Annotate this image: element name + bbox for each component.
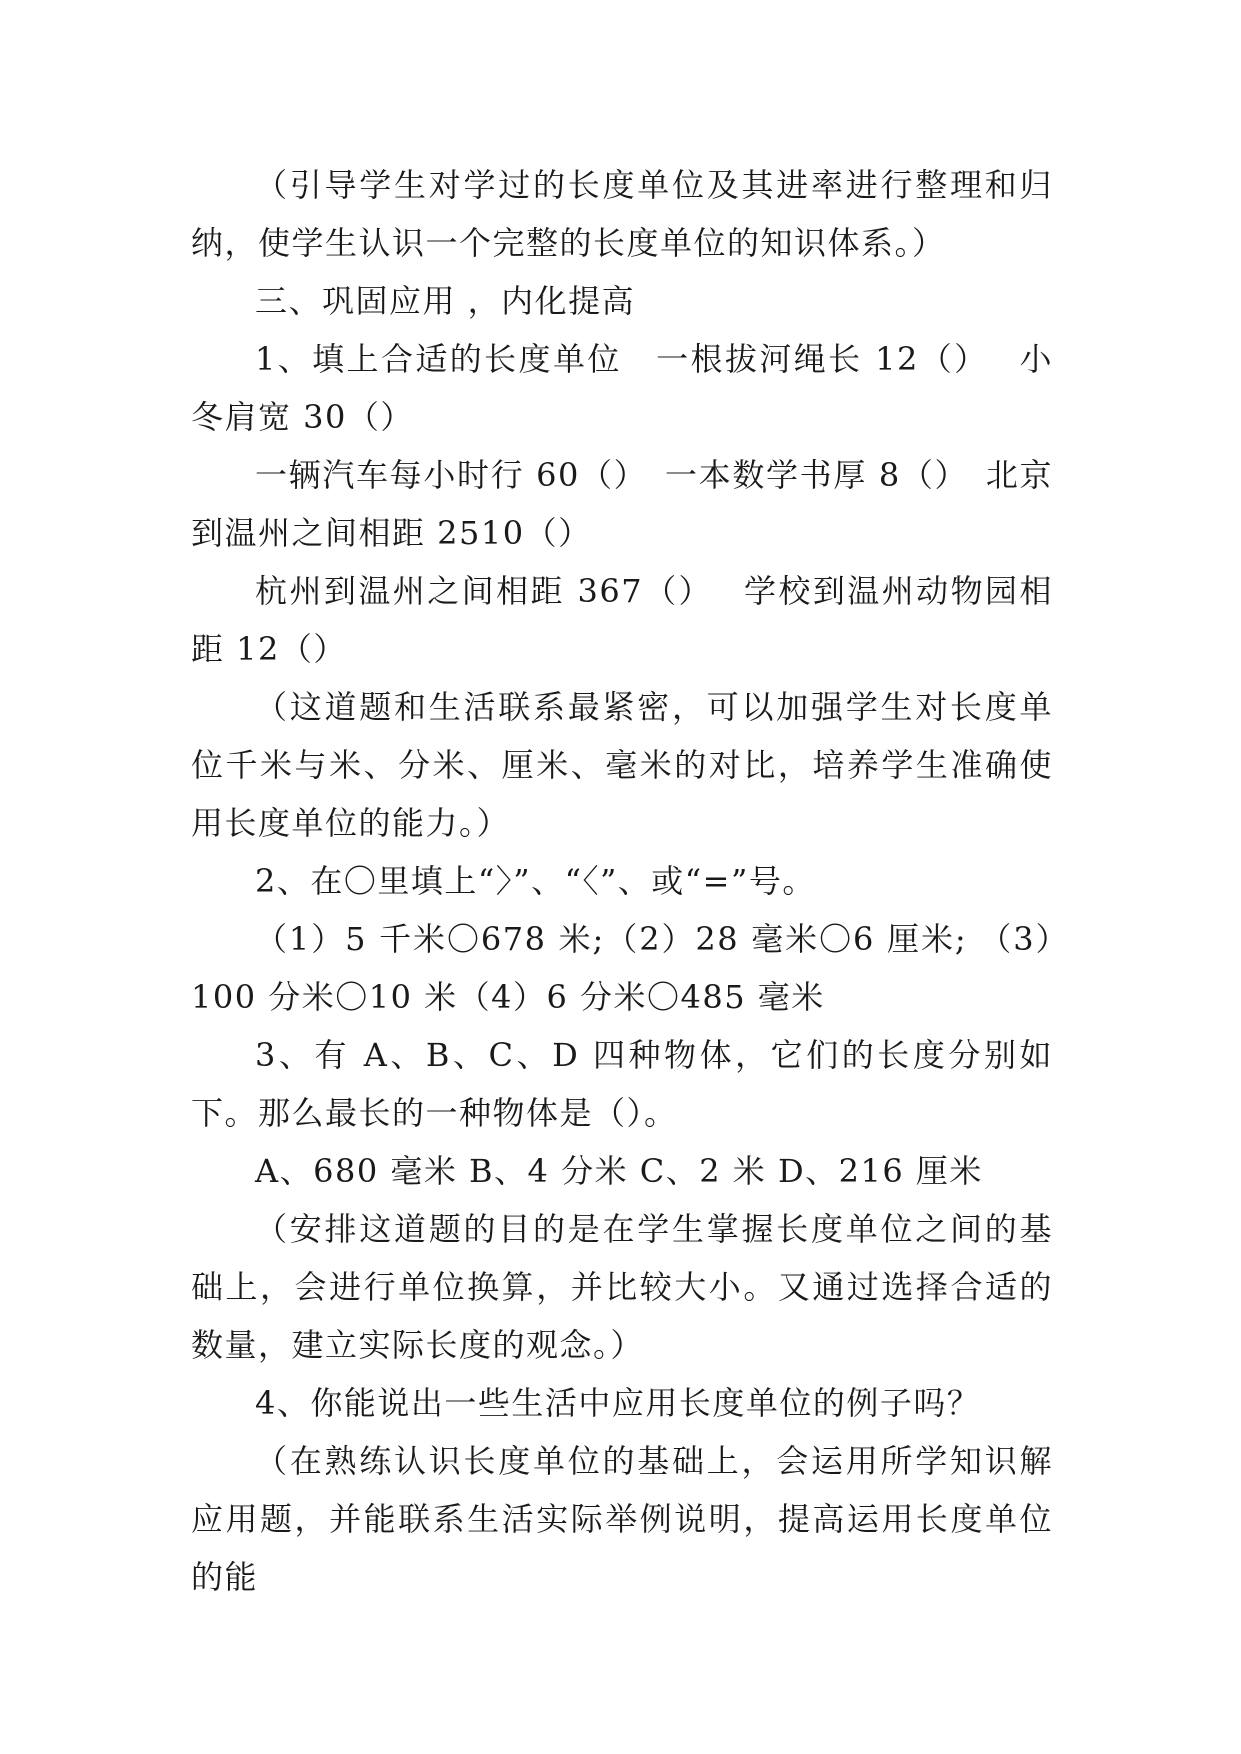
exercise-1-note: （这道题和生活联系最紧密，可以加强学生对长度单位千米与米、分米、厘米、毫米的对比，培养学生准确使用长度单位的能力。） [191, 688, 1053, 842]
exercise-3-prompt: 3、有 A、B、C、D 四种物体，它们的长度分别如下。那么最长的一种物体是（）。 [191, 1036, 1053, 1132]
exercise-3-note: （安排这道题的目的是在学生掌握长度单位之间的基础上，会进行单位换算，并比较大小。又通过选择合适的数量，建立实际长度的观念。） [191, 1210, 1053, 1364]
exercise-1-line-3: 杭州到温州之间相距 367（） 学校到温州动物园相距 12（） [191, 572, 1053, 668]
exercise-2-items: （1）5 千米〇678 米;（2）28 毫米〇6 厘米; （3）100 分米〇10 米（4）6 分米〇485 毫米 [191, 920, 1053, 1016]
paragraph-intro-note: （引导学生对学过的长度单位及其进率进行整理和归纳，使学生认识一个完整的长度单位的知识体系。） [191, 166, 1053, 262]
exercise-4-prompt: 4、你能说出一些生活中应用长度单位的例子吗？ [255, 1384, 981, 1422]
exercise-4-note: （在熟练认识长度单位的基础上，会运用所学知识解应用题，并能联系生活实际举例说明，提高运用长度单位的能 [191, 1442, 1053, 1596]
section-heading-consolidation: 三、巩固应用 ，内化提高 [255, 282, 636, 320]
exercise-2-prompt: 2、在〇里填上“〉”、“〈”、或“=”号。 [255, 862, 816, 900]
exercise-1-line-1: 1、填上合适的长度单位 一根拔河绳长 12（） 小冬肩宽 30（） [191, 340, 1053, 436]
exercise-3-options: A、680 毫米 B、4 分米 C、2 米 D、216 厘米 [255, 1152, 983, 1190]
document-body [191, 156, 1053, 1606]
exercise-1-line-2: 一辆汽车每小时行 60（） 一本数学书厚 8（） 北京到温州之间相距 2510（） [191, 456, 1053, 552]
